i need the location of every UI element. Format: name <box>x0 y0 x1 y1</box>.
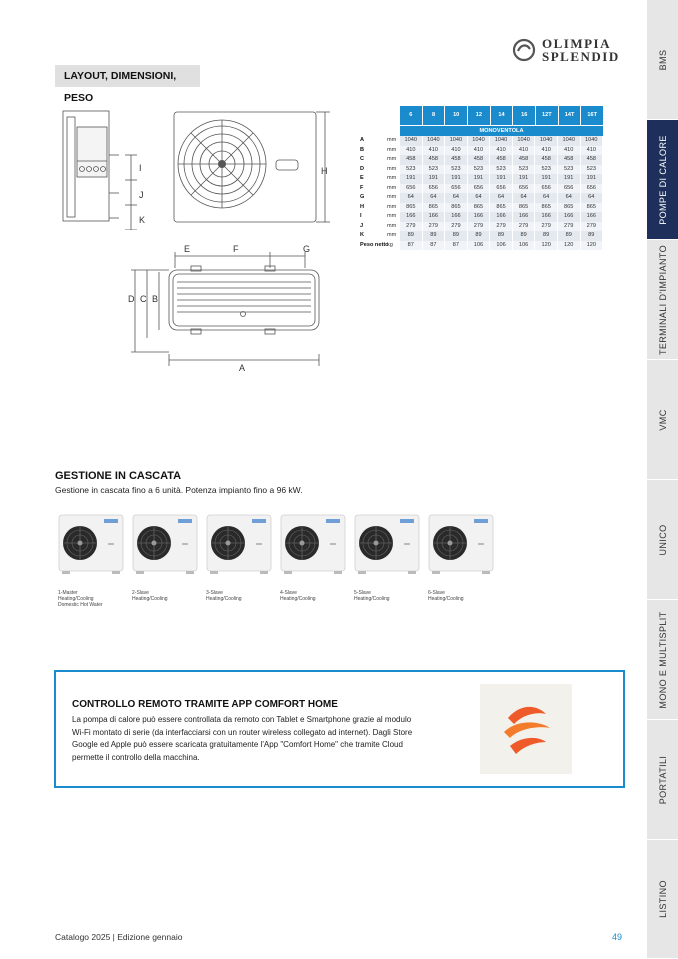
table-cell: 656 <box>490 184 513 194</box>
table-cell: 89 <box>400 231 423 241</box>
row-unit: mm <box>387 194 397 200</box>
model-header: 12T <box>536 106 559 125</box>
table-cell: 166 <box>400 212 423 222</box>
model-header: 12 <box>468 106 491 125</box>
table-cell: 458 <box>468 155 491 165</box>
row-unit: mm <box>387 137 397 143</box>
table-cell: 89 <box>558 231 581 241</box>
row-label: I <box>360 213 362 219</box>
table-cell: 865 <box>445 203 468 213</box>
caption-line: Heating/Cooling <box>132 596 168 602</box>
row-label: G <box>360 194 365 200</box>
table-cell: 458 <box>445 155 468 165</box>
table-cell: 523 <box>400 165 423 175</box>
brand-name-line2: SPLENDID <box>542 49 620 64</box>
table-cell: 120 <box>558 241 581 251</box>
caption-line: 4-Slave <box>280 590 297 596</box>
remote-control-box <box>54 670 625 788</box>
table-cell: 410 <box>490 146 513 156</box>
brand-logo <box>512 36 624 68</box>
table-cell: 87 <box>445 241 468 251</box>
table-cell: 410 <box>513 146 536 156</box>
table-cell: 191 <box>581 174 604 184</box>
table-cell: 166 <box>423 212 446 222</box>
table-cell: 410 <box>400 146 423 156</box>
table-cell: 656 <box>445 184 468 194</box>
table-row <box>360 165 603 175</box>
table-cell: 89 <box>581 231 604 241</box>
row-unit: mm <box>387 203 397 210</box>
table-cell: 279 <box>400 222 423 232</box>
outdoor-unit-icon <box>428 513 494 575</box>
table-cell: 64 <box>423 193 446 203</box>
table-cell: 656 <box>468 184 491 194</box>
table-cell: 458 <box>558 155 581 165</box>
page-number: 49 <box>612 932 623 942</box>
cascade-unit-caption <box>132 590 202 602</box>
dim-label-b: B <box>152 294 159 304</box>
table-cell: 410 <box>581 146 604 156</box>
row-unit: mm <box>387 146 397 153</box>
model-header: 14 <box>491 106 514 125</box>
row-label: F <box>360 184 364 191</box>
table-cell: 458 <box>513 155 536 165</box>
table-cell: 279 <box>513 222 536 232</box>
table-cell: 523 <box>445 165 468 175</box>
row-unit: mm <box>387 175 397 181</box>
caption-line: 6-Slave <box>428 590 445 596</box>
cascade-unit-caption <box>206 590 276 602</box>
cascade-unit <box>132 513 202 602</box>
outdoor-unit-icon <box>206 513 272 575</box>
table-cell: 1040 <box>445 136 468 146</box>
cascade-unit-caption <box>428 590 498 602</box>
row-unit: mm <box>387 165 397 172</box>
table-cell: 410 <box>423 146 446 156</box>
cascade-units <box>58 513 498 613</box>
row-label: A <box>360 137 365 143</box>
comfort-home-logo-icon <box>480 684 572 774</box>
table-cell: 1040 <box>400 136 423 146</box>
table-cell: 191 <box>490 174 513 184</box>
table-cell: 410 <box>535 146 558 156</box>
cascade-unit <box>280 513 350 602</box>
table-cell: 89 <box>513 231 536 241</box>
tab-vmc[interactable]: VMC <box>647 360 678 480</box>
table-cell: 279 <box>558 222 581 232</box>
table-cell: 865 <box>513 203 536 213</box>
table-cell: 64 <box>581 193 604 203</box>
row-label: J <box>360 222 364 229</box>
table-cell: 410 <box>558 146 581 156</box>
table-cell: 64 <box>490 193 513 203</box>
brand-mark-icon <box>512 38 536 62</box>
table-cell: 410 <box>468 146 491 156</box>
row-unit: mm <box>387 156 397 162</box>
model-header: 6 <box>400 106 423 125</box>
table-cell: 523 <box>558 165 581 175</box>
tab-mono-multisplit[interactable]: MONO E MULTISPLIT <box>647 600 678 720</box>
dim-label-h: H <box>321 166 328 176</box>
table-body <box>360 136 603 250</box>
table-cell: 166 <box>468 212 491 222</box>
table-cell: 865 <box>535 203 558 213</box>
row-label: C <box>360 156 365 162</box>
table-cell: 279 <box>581 222 604 232</box>
table-cell: 191 <box>513 174 536 184</box>
table-cell: 87 <box>400 241 423 251</box>
table-cell: 64 <box>400 193 423 203</box>
category-row: MONOVENTOLA <box>400 126 603 136</box>
dim-label-c: C <box>140 294 147 304</box>
table-cell: 106 <box>468 241 491 251</box>
table-cell: 106 <box>513 241 536 251</box>
table-cell: 458 <box>490 155 513 165</box>
row-label: B <box>360 146 365 153</box>
table-cell: 865 <box>490 203 513 213</box>
table-cell: 865 <box>400 203 423 213</box>
table-cell: 120 <box>581 241 604 251</box>
caption-line: 1-Master <box>58 590 78 596</box>
row-label: K <box>360 232 365 238</box>
table-cell: 64 <box>445 193 468 203</box>
table-cell: 166 <box>558 212 581 222</box>
table-cell: 656 <box>423 184 446 194</box>
row-label: E <box>360 175 364 181</box>
table-cell: 279 <box>445 222 468 232</box>
cascade-unit <box>58 513 128 608</box>
model-header: 8 <box>423 106 446 125</box>
caption-line: Domestic Hot Water <box>58 602 103 608</box>
cascade-title: GESTIONE IN CASCATA <box>55 470 182 482</box>
row-unit: mm <box>387 232 397 238</box>
table-row <box>360 241 603 251</box>
caption-line: 5-Slave <box>354 590 371 596</box>
caption-line: Heating/Cooling <box>354 596 390 602</box>
model-header: 10 <box>445 106 468 125</box>
table-cell: 458 <box>535 155 558 165</box>
table-cell: 64 <box>513 193 536 203</box>
table-row <box>360 136 603 146</box>
dim-label-g: G <box>303 244 311 254</box>
row-label: Peso netto <box>360 241 389 248</box>
caption-line: 3-Slave <box>206 590 223 596</box>
cascade-unit-caption <box>354 590 424 602</box>
model-header: 14T <box>559 106 582 125</box>
table-cell: 1040 <box>423 136 446 146</box>
table-row <box>360 146 603 156</box>
table-cell: 523 <box>581 165 604 175</box>
outdoor-unit-icon <box>280 513 346 575</box>
dim-label-e: E <box>184 244 191 254</box>
cascade-unit-caption <box>58 590 128 608</box>
remote-description: La pompa di calore può essere controllata da remoto con Tablet e Smartphone grazie al modulo Wi-Fi montato di serie (da interfacciarsi con un router wireless collegato ad internet). Dagli Store Google ed Apple può essere scaricata gratuitamente l'App "Comfort Home" che tramite Cloud permette il controllo della macchina. <box>72 715 413 762</box>
cascade-unit-caption <box>280 590 350 602</box>
comfort-home-app-icon <box>480 684 572 774</box>
table-row <box>360 174 603 184</box>
table-cell: 279 <box>535 222 558 232</box>
table-row <box>360 184 603 194</box>
top-view-drawing <box>125 242 335 372</box>
catalog-edition: Catalogo 2025 | Edizione gennaio <box>55 932 183 942</box>
table-cell: 166 <box>581 212 604 222</box>
remote-title: CONTROLLO REMOTO TRAMITE APP COMFORT HOME <box>72 699 338 710</box>
table-cell: 656 <box>535 184 558 194</box>
tab-portatili[interactable]: PORTATILI <box>647 720 678 840</box>
tab-pompe-di-calore[interactable]: POMPE DI CALORE <box>647 120 678 240</box>
table-cell: 523 <box>490 165 513 175</box>
tab-terminali-impianto[interactable]: TERMINALI D'IMPIANTO <box>647 240 678 360</box>
table-cell: 523 <box>513 165 536 175</box>
table-cell: 865 <box>581 203 604 213</box>
caption-line: Heating/Cooling <box>58 596 94 602</box>
caption-line: Heating/Cooling <box>206 596 242 602</box>
outdoor-unit-icon <box>354 513 420 575</box>
dimensions-table <box>360 106 603 250</box>
table-cell: 89 <box>535 231 558 241</box>
cascade-unit <box>428 513 498 602</box>
table-cell: 656 <box>581 184 604 194</box>
table-cell: 279 <box>490 222 513 232</box>
table-cell: 89 <box>468 231 491 241</box>
table-row <box>360 193 603 203</box>
table-cell: 458 <box>423 155 446 165</box>
table-cell: 865 <box>558 203 581 213</box>
table-cell: 1040 <box>490 136 513 146</box>
model-header: 16 <box>513 106 536 125</box>
table-cell: 106 <box>490 241 513 251</box>
table-cell: 1040 <box>468 136 491 146</box>
caption-line: 2-Slave <box>132 590 149 596</box>
table-cell: 166 <box>445 212 468 222</box>
table-cell: 656 <box>513 184 536 194</box>
cascade-unit <box>354 513 424 602</box>
cascade-unit <box>206 513 276 602</box>
front-view-drawing <box>170 108 340 228</box>
table-row <box>360 231 603 241</box>
table-cell: 191 <box>423 174 446 184</box>
table-cell: 1040 <box>581 136 604 146</box>
table-cell: 64 <box>558 193 581 203</box>
brand-name-line1: OLIMPIA <box>542 36 611 51</box>
table-cell: 656 <box>400 184 423 194</box>
outdoor-unit-icon <box>132 513 198 575</box>
table-cell: 166 <box>535 212 558 222</box>
caption-line: Heating/Cooling <box>280 596 316 602</box>
table-cell: 89 <box>445 231 468 241</box>
table-cell: 191 <box>468 174 491 184</box>
table-cell: 64 <box>468 193 491 203</box>
row-unit: mm <box>387 213 397 219</box>
table-row <box>360 212 603 222</box>
table-cell: 458 <box>581 155 604 165</box>
tab-listino[interactable]: LISTINO <box>647 840 678 959</box>
table-cell: 1040 <box>535 136 558 146</box>
dim-label-d: D <box>128 294 135 304</box>
row-unit: kg <box>387 241 393 248</box>
caption-line: Heating/Cooling <box>428 596 464 602</box>
table-cell: 523 <box>535 165 558 175</box>
table-cell: 865 <box>423 203 446 213</box>
table-row <box>360 155 603 165</box>
table-cell: 279 <box>468 222 491 232</box>
table-cell: 89 <box>490 231 513 241</box>
table-cell: 166 <box>513 212 536 222</box>
dim-label-j: J <box>139 190 144 200</box>
section-tabs <box>647 0 678 959</box>
table-cell: 64 <box>535 193 558 203</box>
model-header-row <box>400 106 603 125</box>
table-cell: 191 <box>445 174 468 184</box>
dim-label-i: I <box>139 163 142 173</box>
outdoor-unit-icon <box>58 513 124 575</box>
row-unit: mm <box>387 184 397 191</box>
table-cell: 523 <box>423 165 446 175</box>
dim-label-k: K <box>139 215 146 225</box>
table-cell: 120 <box>535 241 558 251</box>
table-cell: 656 <box>558 184 581 194</box>
table-cell: 166 <box>490 212 513 222</box>
table-cell: 865 <box>468 203 491 213</box>
table-cell: 191 <box>400 174 423 184</box>
layout-section-title: LAYOUT, DIMENSIONI, PESO <box>55 65 200 87</box>
table-cell: 87 <box>423 241 446 251</box>
table-cell: 89 <box>423 231 446 241</box>
dim-label-a: A <box>239 363 246 372</box>
dim-label-f: F <box>233 244 239 254</box>
row-label: H <box>360 203 365 210</box>
table-cell: 279 <box>423 222 446 232</box>
cascade-subtitle: Gestione in cascata fino a 6 unità. Potenza impianto fino a 96 kW. <box>55 485 303 495</box>
table-cell: 458 <box>400 155 423 165</box>
tab-bms[interactable]: BMS <box>647 0 678 120</box>
side-view-drawing <box>55 105 155 230</box>
model-header: 16T <box>587 112 598 118</box>
row-label: D <box>360 165 365 172</box>
table-row <box>360 203 603 213</box>
row-unit: mm <box>387 222 397 229</box>
table-cell: 191 <box>558 174 581 184</box>
table-cell: 191 <box>535 174 558 184</box>
table-cell: 1040 <box>513 136 536 146</box>
table-cell: 410 <box>445 146 468 156</box>
table-row <box>360 222 603 232</box>
table-cell: 1040 <box>558 136 581 146</box>
table-cell: 523 <box>468 165 491 175</box>
tab-unico[interactable]: UNICO <box>647 480 678 600</box>
